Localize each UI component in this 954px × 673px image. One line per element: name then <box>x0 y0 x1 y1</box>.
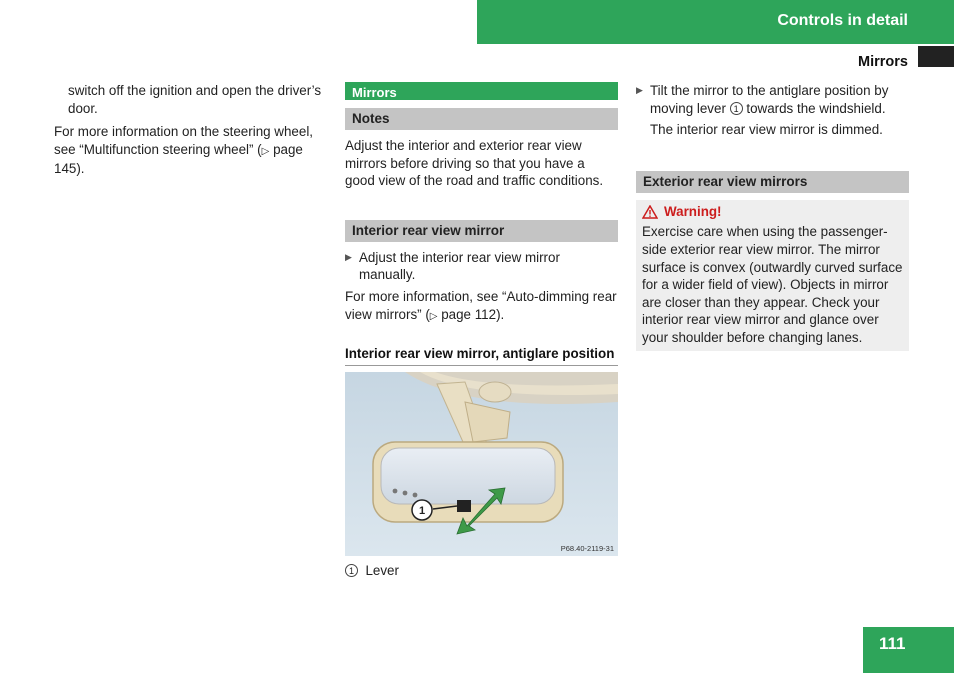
column-middle <box>345 82 618 585</box>
figure-callout: 1 <box>418 504 426 517</box>
rear-view-mirror-illustration <box>345 372 618 556</box>
auto-dimming-reference: For more information, see “Auto-dimming rear view mirrors” (▷ page 112). <box>345 288 617 322</box>
interior-mirror-heading: Interior rear view mirror <box>345 220 618 242</box>
callout-number-icon: 1 <box>345 564 358 577</box>
section-label: Mirrors <box>858 54 908 70</box>
steering-wheel-reference: For more information on the steering wheel, see “Multifunction steering wheel” (▷ page 145). <box>54 124 314 177</box>
notes-heading: Notes <box>345 108 618 130</box>
exterior-mirror-heading: Exterior rear view mirrors <box>636 171 909 193</box>
tilt-bullet: ▶ Tilt the mirror to the antiglare position by moving lever 1 towards the windshield. <box>636 83 889 116</box>
page-number-box <box>863 627 954 673</box>
page-ref-arrow-icon: ▷ <box>261 145 270 157</box>
warning-text: Exercise care when using the passenger-side exterior rear view mirror. The mirror surface is convex (outwardly curved surface for a wider field of view). Objects in mirror are closer than they appear. Check your interior rear view mirror and glance over your shoulder before changing lanes. <box>642 224 903 345</box>
warning-title: Warning! <box>642 203 903 221</box>
section-tab-marker <box>918 46 954 67</box>
mirror-figure <box>345 372 618 556</box>
page-number: 111 <box>879 634 906 653</box>
figure-code: P68.40-2119-31 <box>560 543 614 553</box>
warning-triangle-icon <box>642 205 658 219</box>
page-ref-arrow-icon: ▷ <box>429 310 438 322</box>
dimmed-result: The interior rear view mirror is dimmed. <box>650 122 883 138</box>
adjust-bullet: ▶ Adjust the interior rear view mirror manually. <box>345 249 560 283</box>
column-right <box>636 82 909 351</box>
notes-text: Adjust the interior and exterior rear view mirrors before driving so that you have a good view of the road and traffic conditions. <box>345 138 604 189</box>
callout-number-icon: 1 <box>730 102 743 115</box>
warning-box <box>636 200 909 351</box>
figure-legend: 1 Lever <box>345 562 618 580</box>
chapter-title: Controls in detail <box>777 12 908 29</box>
antiglare-heading: Interior rear view mirror, antiglare position <box>345 345 618 366</box>
triangle-right-icon: ▶ <box>345 251 352 262</box>
triangle-right-icon: ▶ <box>636 85 643 95</box>
column-left <box>54 82 330 184</box>
mirrors-heading: Mirrors <box>345 82 618 100</box>
continued-text: switch off the ignition and open the driver’s door. <box>68 83 322 116</box>
